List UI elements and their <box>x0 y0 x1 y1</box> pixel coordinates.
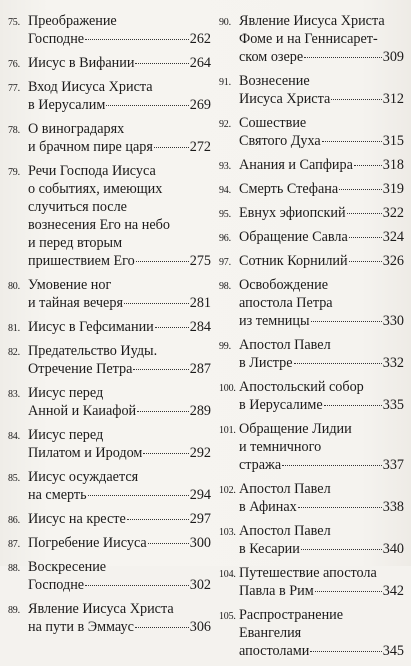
entry-last-line <box>28 294 211 312</box>
entry-title-final-line: в Иерусалим <box>28 97 106 113</box>
entry-last-line <box>239 498 404 516</box>
toc-entry <box>8 78 211 114</box>
entry-title-line: Речи Господа Иисуса <box>28 163 156 179</box>
entry-title <box>28 426 211 462</box>
entry-last-line <box>239 48 404 66</box>
entry-title <box>239 480 404 516</box>
entry-title-line: Фоме и на Геннисарет- <box>239 31 378 47</box>
toc-entry <box>8 54 211 72</box>
page-number: 309 <box>382 49 404 65</box>
entry-title <box>239 12 404 66</box>
entry-title-final-line: Павла в Рим <box>239 583 314 599</box>
entry-title-final-line: Анания и Сапфира <box>239 157 353 173</box>
entry-title-final-line: на пути в Эммаус <box>28 619 134 635</box>
entry-number: 76. <box>8 59 20 70</box>
page-number: 297 <box>189 511 211 527</box>
entry-number: 102. <box>219 485 236 496</box>
dot-leader <box>322 141 382 142</box>
entry-title <box>239 336 404 372</box>
dot-leader <box>304 57 382 58</box>
entry-last-line <box>28 402 211 420</box>
entry-title <box>28 120 211 156</box>
entry-number: 99. <box>219 341 231 352</box>
entry-title <box>239 252 404 270</box>
toc-entry <box>219 252 404 270</box>
entry-number: 103. <box>219 527 236 538</box>
entry-last-line <box>28 618 211 636</box>
toc-entry <box>8 318 211 336</box>
page-number: 318 <box>382 157 404 173</box>
entry-last-line <box>239 252 404 270</box>
entry-title-final-line: в Листре <box>239 355 293 371</box>
entry-title-line: и темничного <box>239 439 322 455</box>
entry-title <box>239 522 404 558</box>
entry-number: 95. <box>219 209 231 220</box>
entry-title-final-line: из темницы <box>239 313 310 329</box>
toc-entry <box>8 558 211 594</box>
dot-leader <box>136 261 189 262</box>
entry-number: 89. <box>8 605 20 616</box>
entry-number: 78. <box>8 125 20 136</box>
entry-title-line: Апостол Павел <box>239 337 331 353</box>
entry-last-line <box>239 180 404 198</box>
toc-entry <box>8 162 211 270</box>
page-number: 322 <box>382 205 404 221</box>
dot-leader <box>155 327 189 328</box>
dot-leader <box>143 453 188 454</box>
entry-title <box>28 384 211 420</box>
entry-title-final-line: Иисус на кресте <box>28 511 126 527</box>
entry-last-line <box>28 576 211 594</box>
dot-leader <box>88 495 189 496</box>
entry-title-line: случиться после <box>28 199 127 215</box>
entry-title-final-line: в Иерусалиме <box>239 397 323 413</box>
entry-number: 104. <box>219 569 236 580</box>
page-number: 281 <box>189 295 211 311</box>
entry-last-line <box>28 138 211 156</box>
entry-number: 96. <box>219 233 231 244</box>
page-number: 319 <box>382 181 404 197</box>
dot-leader <box>349 261 382 262</box>
entry-last-line <box>239 642 404 660</box>
entry-title <box>28 162 211 270</box>
entry-last-line <box>28 510 211 528</box>
entry-title-line: Иисус перед <box>28 385 104 401</box>
page-number: 284 <box>189 319 211 335</box>
entry-title-final-line: и брачном пире царя <box>28 139 153 155</box>
entry-number: 82. <box>8 347 20 358</box>
toc-entry <box>8 426 211 462</box>
entry-number: 92. <box>219 119 231 130</box>
entry-title-line: Явление Иисуса Христа <box>239 13 385 29</box>
entry-title-line: апостола Петра <box>239 295 333 311</box>
entry-title-final-line: апостолами <box>239 643 310 659</box>
entry-last-line <box>239 456 404 474</box>
dot-leader <box>347 213 382 214</box>
entry-title-final-line: Пилатом и Иродом <box>28 445 143 461</box>
page-number: 338 <box>382 499 404 515</box>
entry-number: 85. <box>8 473 20 484</box>
dot-leader <box>315 591 382 592</box>
dot-leader <box>354 165 382 166</box>
page-number: 275 <box>189 253 211 269</box>
dot-leader <box>127 519 189 520</box>
entry-number: 93. <box>219 161 231 172</box>
entry-title-final-line: Святого Духа <box>239 133 321 149</box>
entry-last-line <box>239 156 404 174</box>
entry-last-line <box>239 540 404 558</box>
entry-title <box>28 600 211 636</box>
entry-number: 84. <box>8 431 20 442</box>
page-number: 324 <box>382 229 404 245</box>
page-number: 287 <box>189 361 211 377</box>
page-number: 335 <box>382 397 404 413</box>
entry-title-line: Вход Иисуса Христа <box>28 79 153 95</box>
entry-title <box>239 180 404 198</box>
entry-last-line <box>239 204 404 222</box>
toc-entry <box>219 420 404 474</box>
toc-column-right <box>219 12 404 666</box>
entry-title-final-line: Сотник Корнилий <box>239 253 348 269</box>
entry-number: 100. <box>219 383 236 394</box>
entry-title-line: Вознесение <box>239 73 310 89</box>
page-number: 292 <box>189 445 211 461</box>
page-number: 269 <box>189 97 211 113</box>
dot-leader <box>331 99 381 100</box>
entry-number: 97. <box>219 257 231 268</box>
entry-last-line <box>28 30 211 48</box>
entry-last-line <box>28 96 211 114</box>
entry-title-line: Обращение Лидии <box>239 421 352 437</box>
entry-last-line <box>239 90 404 108</box>
entry-title-final-line: на смерть <box>28 487 87 503</box>
toc-entry <box>8 120 211 156</box>
toc-entry <box>8 468 211 504</box>
entry-last-line <box>28 252 211 270</box>
dot-leader <box>154 147 189 148</box>
entry-number: 79. <box>8 167 20 178</box>
entry-last-line <box>239 582 404 600</box>
page-number: 315 <box>382 133 404 149</box>
toc-entry <box>219 228 404 246</box>
toc-entry <box>219 336 404 372</box>
entry-title-final-line: Погребение Иисуса <box>28 535 147 551</box>
entry-title <box>239 564 404 600</box>
toc-entry <box>8 510 211 528</box>
entry-title <box>28 534 211 552</box>
dot-leader <box>311 321 382 322</box>
entry-number: 88. <box>8 563 20 574</box>
entry-title <box>239 114 404 150</box>
entry-title-line: Иисус перед <box>28 427 104 443</box>
entry-last-line <box>239 132 404 150</box>
dot-leader <box>106 105 188 106</box>
dot-leader <box>135 627 189 628</box>
toc-entry <box>219 12 404 66</box>
entry-title-line: Умовение ног <box>28 277 112 293</box>
page-number: 302 <box>189 577 211 593</box>
dot-leader <box>133 369 188 370</box>
entry-title-line: Евангелия <box>239 625 302 641</box>
dot-leader <box>282 465 382 466</box>
entry-number: 94. <box>219 185 231 196</box>
entry-number: 91. <box>219 77 231 88</box>
dot-leader <box>137 411 189 412</box>
entry-title <box>28 510 211 528</box>
entry-title-line: о событиях, имеющих <box>28 181 163 197</box>
toc-entry <box>219 522 404 558</box>
entry-title <box>28 78 211 114</box>
entry-title-final-line: пришествием Его <box>28 253 135 269</box>
entry-title <box>28 318 211 336</box>
toc-entry <box>219 480 404 516</box>
entry-title-final-line: стража <box>239 457 282 473</box>
entry-title-final-line: и тайная вечеря <box>28 295 123 311</box>
page-number: 342 <box>382 583 404 599</box>
entry-last-line <box>28 318 211 336</box>
entry-title <box>239 72 404 108</box>
entry-title-final-line: Анной и Каиафой <box>28 403 137 419</box>
page-number: 340 <box>382 541 404 557</box>
page-number: 345 <box>382 643 404 659</box>
toc-entry <box>8 342 211 378</box>
entry-last-line <box>28 54 211 72</box>
entry-last-line <box>239 396 404 414</box>
toc-entry <box>219 114 404 150</box>
entry-title-final-line: Смерть Стефана <box>239 181 339 197</box>
dot-leader <box>148 543 189 544</box>
entry-title-final-line: Иисус в Вифании <box>28 55 135 71</box>
toc-entry <box>219 156 404 174</box>
entry-title-line: Сошествие <box>239 115 307 131</box>
dot-leader <box>135 63 188 64</box>
toc-entry <box>8 12 211 48</box>
entry-number: 81. <box>8 323 20 334</box>
page-number: 300 <box>189 535 211 551</box>
entry-last-line <box>28 486 211 504</box>
page-number: 294 <box>189 487 211 503</box>
entry-title <box>239 204 404 222</box>
entry-title-line: вознесения Его на небо <box>28 217 170 233</box>
entry-title <box>239 420 404 474</box>
dot-leader <box>324 405 382 406</box>
entry-number: 83. <box>8 389 20 400</box>
dot-leader <box>339 189 382 190</box>
toc-entry <box>219 276 404 330</box>
entry-title-final-line: в Афинах <box>239 499 297 515</box>
page-number: 262 <box>189 31 211 47</box>
page-number: 289 <box>189 403 211 419</box>
dot-leader <box>85 585 189 586</box>
dot-leader <box>301 549 382 550</box>
dot-leader <box>298 507 382 508</box>
entry-title <box>28 12 211 48</box>
entry-title-final-line: ском озере <box>239 49 304 65</box>
page-number: 312 <box>382 91 404 107</box>
entry-title-line: Предательство Иуды. <box>28 343 158 359</box>
entry-title <box>28 54 211 72</box>
toc-entry <box>8 534 211 552</box>
entry-last-line <box>28 534 211 552</box>
entry-title-line: Апостол Павел <box>239 481 331 497</box>
toc-entry <box>219 378 404 414</box>
entry-title-line: Воскресение <box>28 559 107 575</box>
entry-title-final-line: в Кесарии <box>239 541 300 557</box>
entry-title <box>28 558 211 594</box>
entry-title-line: Преображение <box>28 13 117 29</box>
toc-entry <box>219 180 404 198</box>
entry-number: 86. <box>8 515 20 526</box>
entry-number: 77. <box>8 83 20 94</box>
entry-title <box>28 276 211 312</box>
page-number: 326 <box>382 253 404 269</box>
page-number: 264 <box>189 55 211 71</box>
toc-entry <box>8 276 211 312</box>
entry-title-final-line: Господне <box>28 31 85 47</box>
toc-column-left <box>8 12 211 642</box>
entry-title <box>239 378 404 414</box>
entry-title-line: и перед вторым <box>28 235 123 251</box>
page-number: 332 <box>382 355 404 371</box>
toc-entry <box>8 600 211 636</box>
entry-title-final-line: Иисус в Гефсимании <box>28 319 154 335</box>
dot-leader <box>310 651 381 652</box>
entry-title-line: Явление Иисуса Христа <box>28 601 174 617</box>
entry-last-line <box>239 312 404 330</box>
entry-number: 87. <box>8 539 20 550</box>
page-number: 330 <box>382 313 404 329</box>
page-number: 337 <box>382 457 404 473</box>
page-number: 272 <box>189 139 211 155</box>
entry-number: 105. <box>219 611 236 622</box>
entry-title-line: Апостол Павел <box>239 523 331 539</box>
entry-title <box>239 228 404 246</box>
entry-title <box>239 606 404 660</box>
entry-last-line <box>28 360 211 378</box>
entry-title-line: Апостольский собор <box>239 379 364 395</box>
entry-title-line: Освобождение <box>239 277 328 293</box>
entry-last-line <box>239 228 404 246</box>
entry-title-final-line: Евнух эфиопский <box>239 205 346 221</box>
entry-title <box>239 276 404 330</box>
entry-title-line: Иисус осуждается <box>28 469 139 485</box>
entry-number: 90. <box>219 17 231 28</box>
entry-title-final-line: Отречение Петра <box>28 361 133 377</box>
toc-entry <box>219 606 404 660</box>
entry-title-final-line: Господне <box>28 577 85 593</box>
toc-entry <box>219 204 404 222</box>
dot-leader <box>349 237 382 238</box>
dot-leader <box>294 363 382 364</box>
entry-title-final-line: Иисуса Христа <box>239 91 331 107</box>
entry-number: 101. <box>219 425 236 436</box>
entry-title <box>28 342 211 378</box>
toc-entry <box>219 564 404 600</box>
entry-title <box>239 156 404 174</box>
toc-entry <box>219 72 404 108</box>
entry-number: 80. <box>8 281 20 292</box>
entry-title <box>28 468 211 504</box>
entry-number: 98. <box>219 281 231 292</box>
entry-title-line: Путешествие апостола <box>239 565 377 581</box>
entry-last-line <box>28 444 211 462</box>
entry-number: 75. <box>8 17 20 28</box>
entry-title-line: Распространение <box>239 607 344 623</box>
page-number: 306 <box>189 619 211 635</box>
entry-title-final-line: Обращение Савла <box>239 229 348 245</box>
entry-last-line <box>239 354 404 372</box>
dot-leader <box>124 303 189 304</box>
dot-leader <box>85 39 189 40</box>
entry-title-line: О виноградарях <box>28 121 125 137</box>
toc-entry <box>8 384 211 420</box>
